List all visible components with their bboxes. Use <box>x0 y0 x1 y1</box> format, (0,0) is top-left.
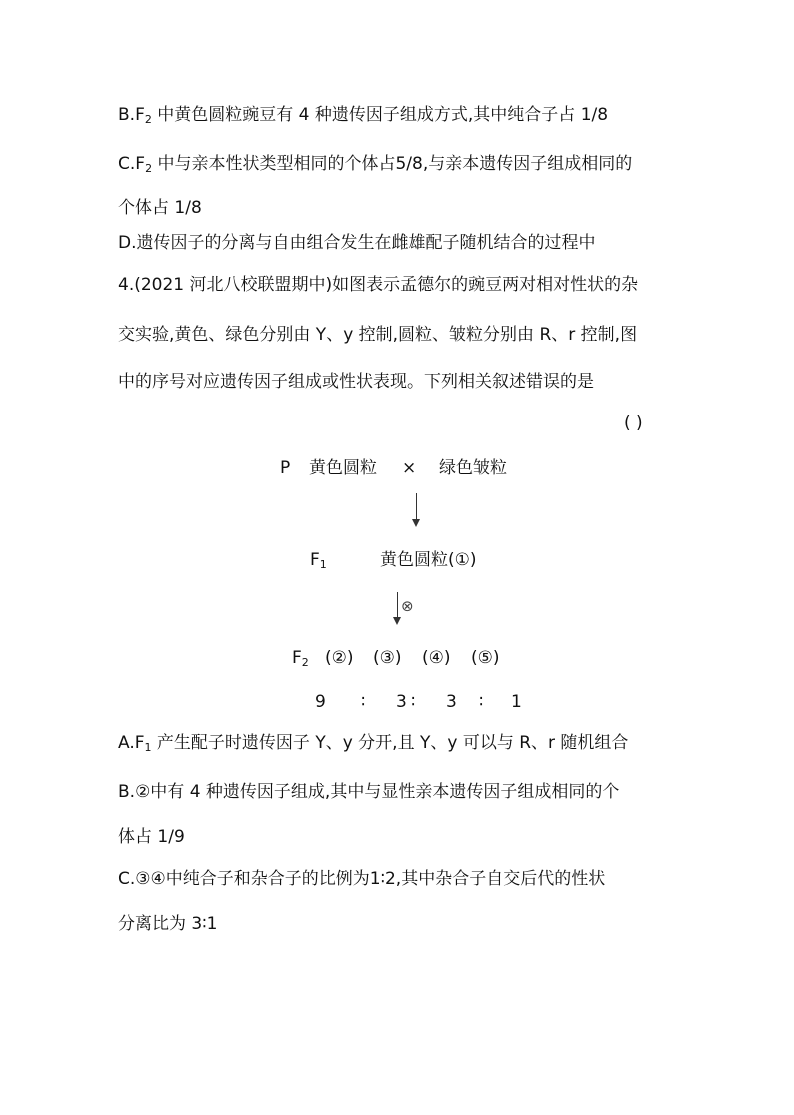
ratio-value: 3 <box>396 692 407 712</box>
question-4-line-3: 中的序号对应遗传因子组成或性状表现。下列相关叙述错误的是 <box>118 372 594 392</box>
ratio-value: 9 <box>315 692 326 712</box>
option-c-prev: $C.F_2$ 中与亲本性状类型相同的个体占5/8,与亲本遗传因子组成相同的 <box>118 154 633 175</box>
selfing-icon: ⊗ <box>401 597 414 615</box>
option-c-line-2: 分离比为 3∶1 <box>118 914 218 934</box>
ratio-colon: ∶ <box>479 692 484 712</box>
f2-item: (③) <box>373 648 402 668</box>
f1-phenotype: 黄色圆粒(①) <box>380 550 477 570</box>
question-4-line-2: 交实验,黄色、绿色分别由 Y、y 控制,圆粒、皱粒分别由 R、r 控制,图 <box>118 325 638 345</box>
f2-item: (④) <box>422 648 451 668</box>
option-c-line-1: C.③④中纯合子和杂合子的比例为1∶2,其中杂合子自交后代的性状 <box>118 869 606 889</box>
arrow-p-to-f1 <box>416 493 417 525</box>
answer-bracket: ( ) <box>624 413 643 433</box>
option-b-line-1: B.②中有 4 种遗传因子组成,其中与显性亲本遗传因子组成相同的个 <box>118 782 620 802</box>
option-b-line-2: 体占 1/9 <box>118 827 185 847</box>
ratio-value: 3 <box>446 692 457 712</box>
f1-label: $F_1$ <box>310 550 327 571</box>
option-c-prev-cont: 个体占 1/8 <box>118 198 202 218</box>
f2-label: $F_2$ <box>292 648 309 669</box>
p-parent-1: 黄色圆粒 <box>309 458 377 478</box>
f2-item: (②) <box>325 648 354 668</box>
cross-symbol: × <box>402 458 417 478</box>
p-parent-2: 绿色皱粒 <box>439 458 507 478</box>
option-d-prev: D.遗传因子的分离与自由组合发生在雌雄配子随机结合的过程中 <box>118 233 596 253</box>
arrow-f1-to-f2 <box>397 592 398 623</box>
option-a: $A.F_1$ 产生配子时遗传因子 Y、y 分开,且 Y、y 可以与 R、r 随机组合 <box>118 733 629 754</box>
ratio-colon: ∶ <box>411 692 416 712</box>
p-label: P <box>280 458 291 478</box>
ratio-value: 1 <box>511 692 522 712</box>
question-4-line-1: 4.(2021 河北八校联盟期中)如图表示孟德尔的豌豆两对相对性状的杂 <box>118 275 639 295</box>
f2-item: (⑤) <box>471 648 500 668</box>
option-b-prev: $B.F_2$ 中黄色圆粒豌豆有 4 种遗传因子组成方式,其中纯合子占 1/8 <box>118 105 609 126</box>
ratio-colon: ∶ <box>361 692 366 712</box>
